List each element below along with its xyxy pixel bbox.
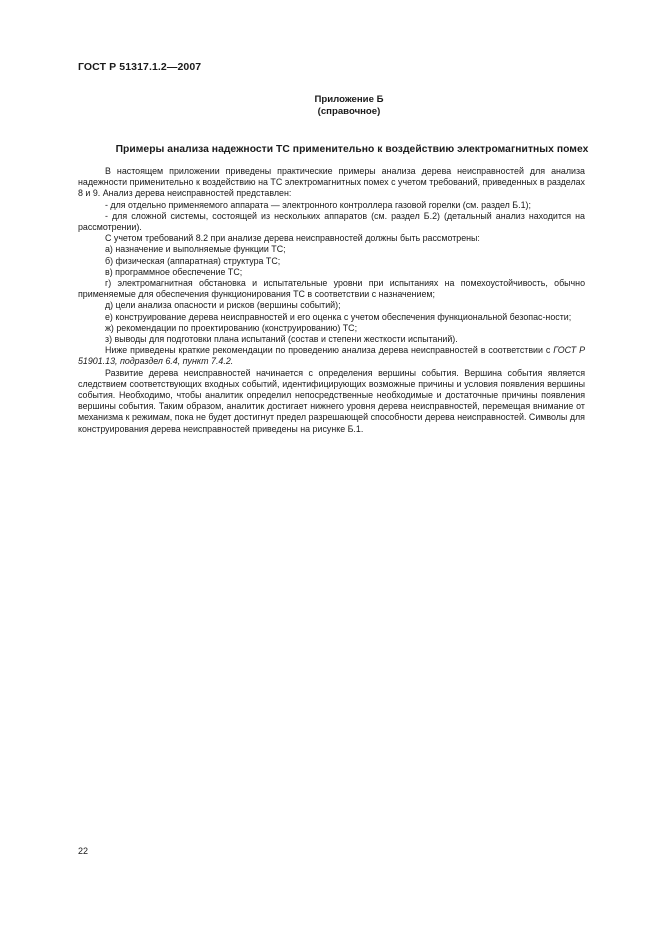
list-item: е) конструирование дерева неисправностей и его оценка с учетом обеспечения функциональной безопас-ности; (105, 311, 572, 322)
list-item: д) цели анализа опасности и рисков (вершины событий); (105, 300, 341, 311)
section-title: Примеры анализа надежности ТС применительно к воздействию электромагнитных помех (115, 144, 589, 155)
paragraph-reference (78, 345, 585, 367)
body-text (78, 166, 585, 435)
paragraph-fault-tree: Развитие дерева неисправностей начинается с определения вершины события. Вершина события является следствием соответствующих входных событий, идентифицирующих возможные причины и условия появления вершины события. Необходимо, чтобы аналитик определил непосредственные необходимые и достаточные причины появления вершины события. Таким образом, аналитик достигает нижнего уровня дерева неисправностей, перемещая внимание от механизма к режимам, пока не будет достигнут предел разрешающей способности дерева неисправностей. Символы для конструирования дерева неисправностей приведены на рисунке Б.1. (78, 367, 585, 434)
list-item: - для сложной системы, состоящей из нескольких аппаратов (см. раздел Б.2) (детальный анализ находится на рассмотрении). (78, 210, 585, 233)
appendix-subtitle: (справочное) (317, 106, 381, 117)
list-item: в) программное обеспечение ТС; (105, 266, 243, 277)
page-number: 22 (78, 846, 89, 856)
list-item: б) физическая (аппаратная) структура ТС; (105, 255, 281, 266)
paragraph: С учетом требований 8.2 при анализе дерева неисправностей должны быть рассмотрены: (105, 233, 480, 244)
standard-reference: ГОСТ Р 51901.13, подраздел 6.4, пункт 7.4.2. (78, 345, 585, 367)
list-item: - для отдельно применяемого аппарата — электронного контроллера газовой горелки (см. раздел Б.1); (105, 199, 531, 210)
document-code: ГОСТ Р 51317.1.2—2007 (78, 61, 202, 73)
appendix-heading (0, 94, 661, 118)
list-item: а) назначение и выполняемые функции ТС; (105, 244, 286, 255)
appendix-title: Приложение Б (314, 94, 384, 105)
list-item: ж) рекомендации по проектированию (конструированию) ТС; (105, 322, 358, 333)
reference-lead-text: Ниже приведены краткие рекомендации по проведению анализа дерева неисправностей в соответствии с (105, 345, 554, 356)
list-item: г) электромагнитная обстановка и испытательные уровни при испытаниях на помехоустойчивость, обычно применяемые для обеспечения функционирования ТС в соответствии с назначением; (78, 278, 585, 300)
list-item: з) выводы для подготовки плана испытаний (состав и степени жесткости испытаний). (105, 334, 458, 345)
paragraph-intro: В настоящем приложении приведены практические примеры анализа дерева неисправностей для анализа надежности применительно к воздействию на ТС электромагнитных помех с учетом требований, приведенных в разделах 8 и 9. Анализ дерева неисправностей представлен: (78, 166, 585, 199)
